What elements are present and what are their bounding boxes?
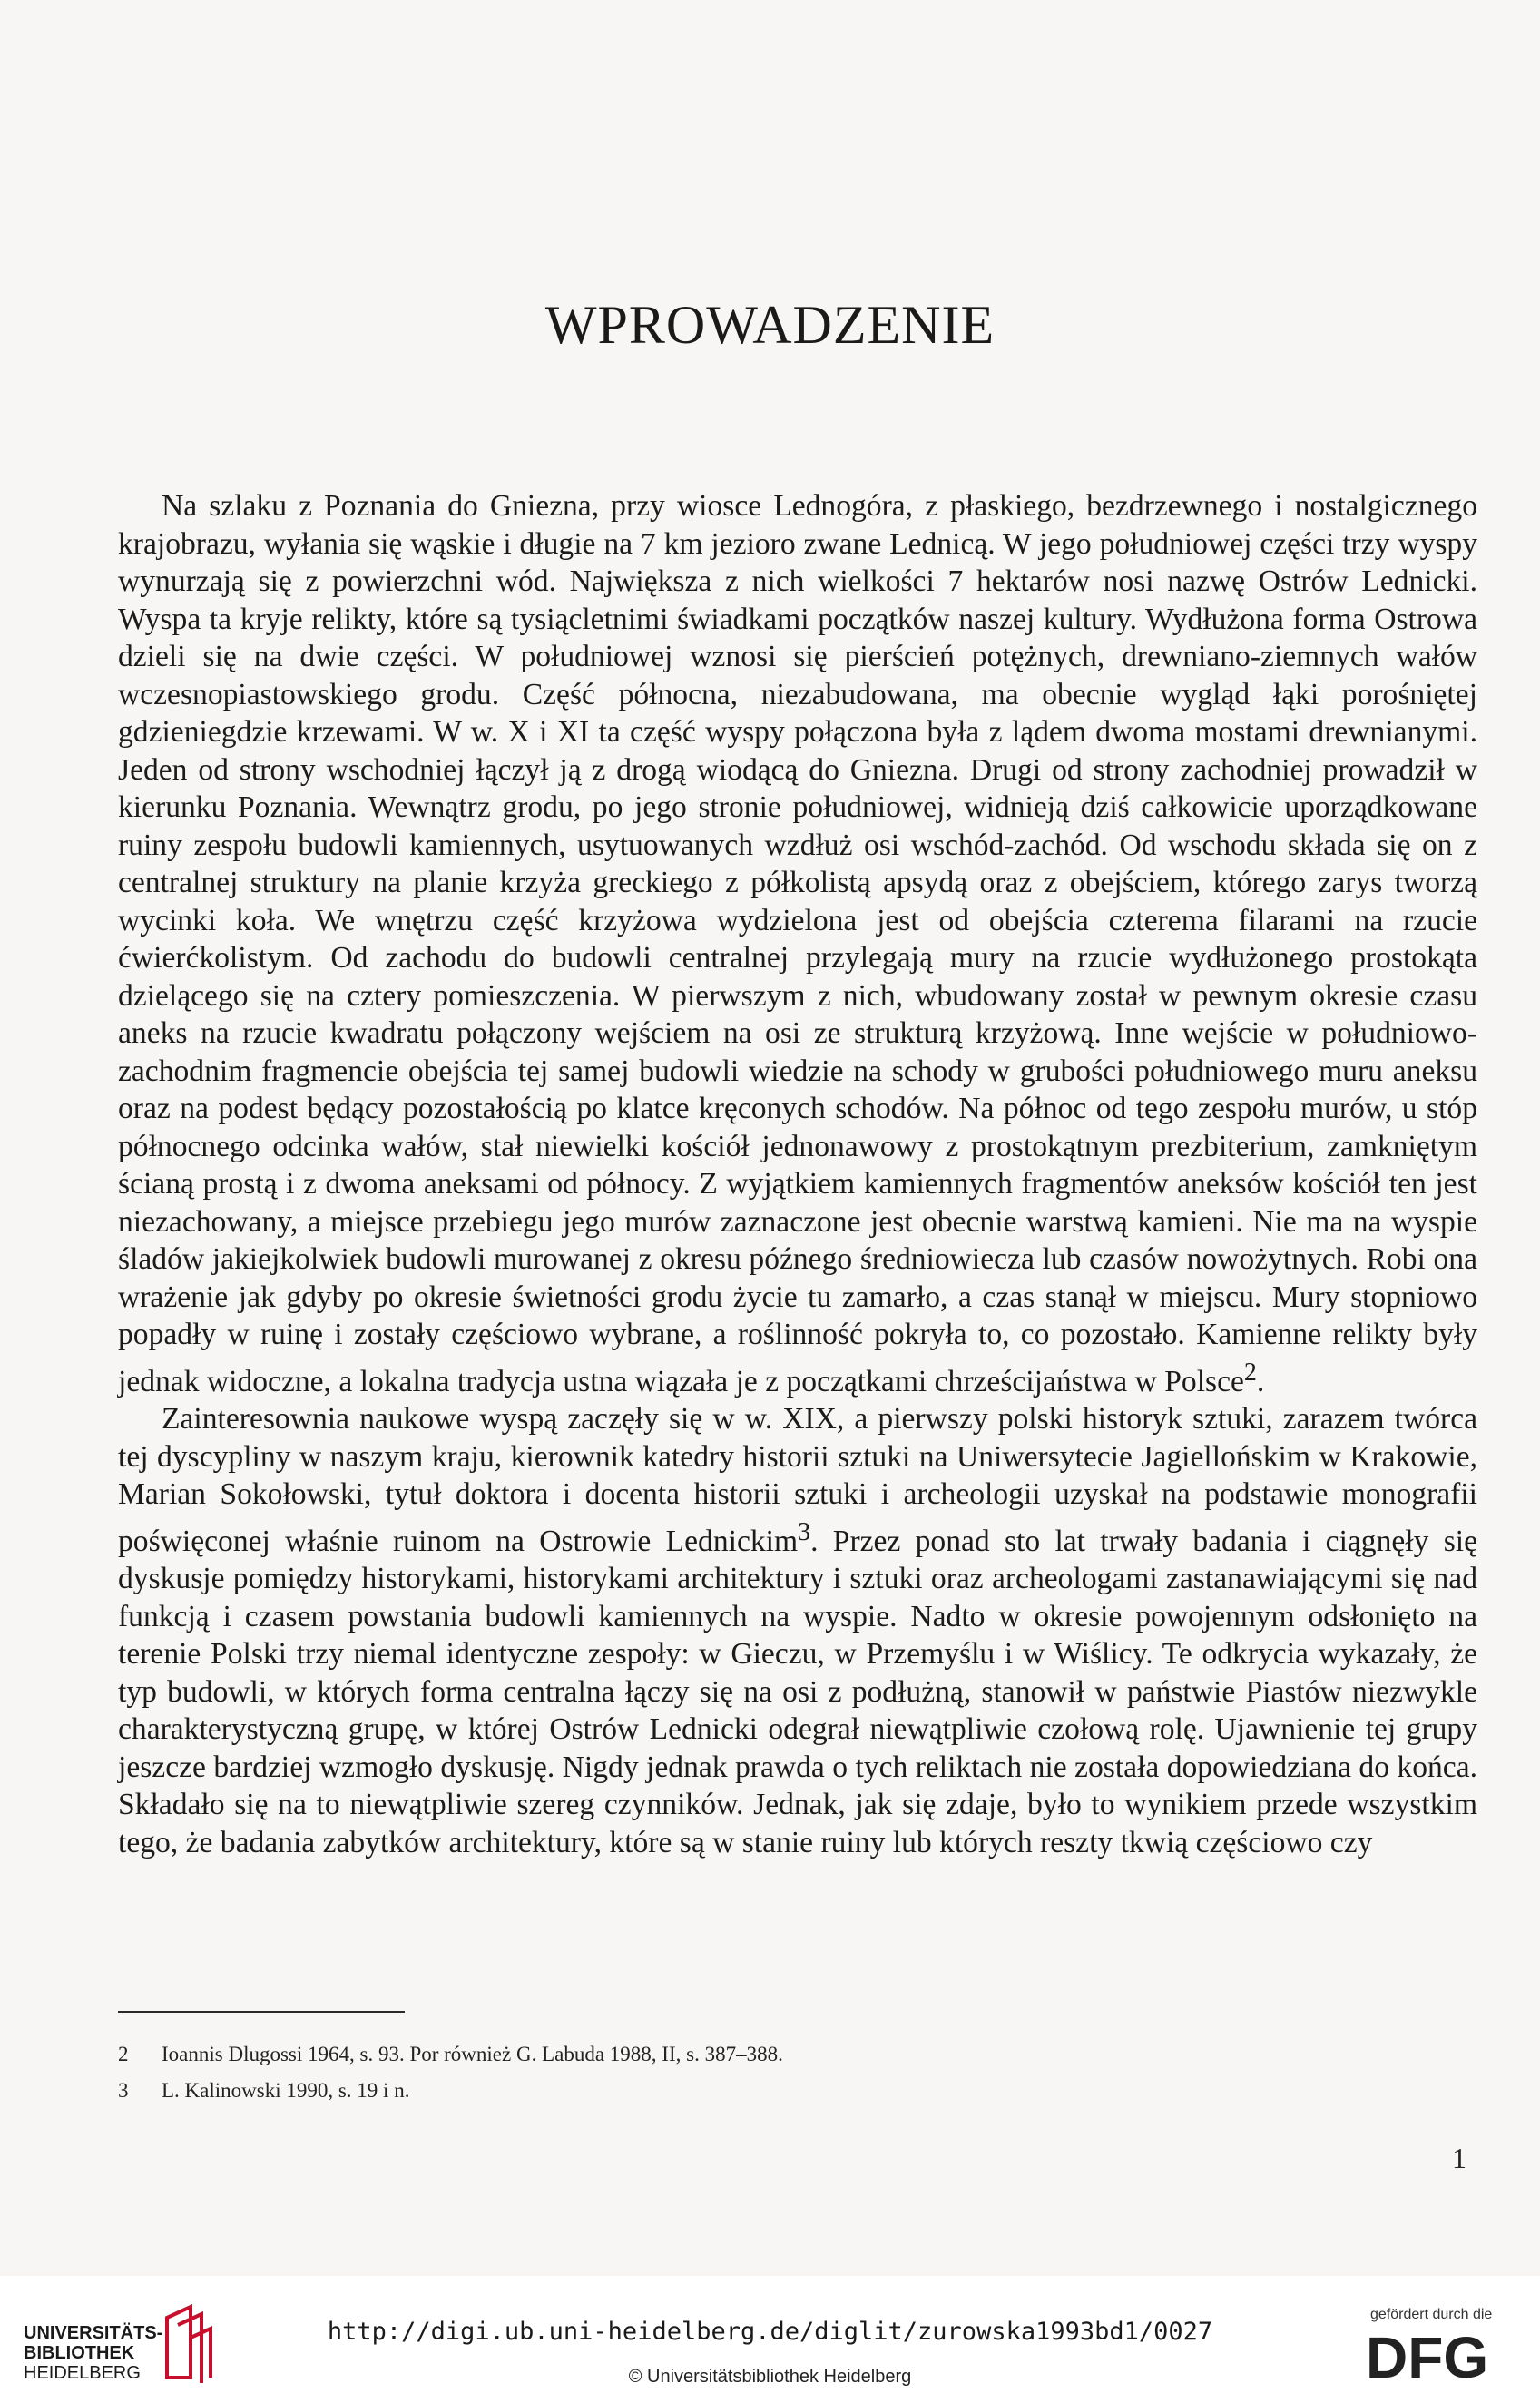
dfg-logo[interactable] [1366,2329,1515,2383]
footnote-text: Ioannis Dlugossi 1964, s. 93. Por również G. Labuda 1988, II, s. 387–388. [162,2043,783,2065]
paragraph-2-continued: Przez ponad sto lat trwały badania i ciągnęły się dyskusje pomiędzy historykami, historykami architektury i sztuki oraz archeologami zastanawiającymi się nad funkcją i czasem powstania budowli kamiennych na wyspie. Nadto w okresie powojennym odsłonięto na terenie Polski trzy niemal identyczne zespoły: w Gieczu, w Przemyślu i w Wiślicy. Te odkrycia wykazały, że typ budowli, w których forma centralna łączy się na osi z podłużną, stanowił w państwie Piastów niezwykle charakterystyczną grupę, w której Ostrów Lednicki odegrał niewątpliwie czołową rolę. Ujawnienie tej grupy jeszcze bardziej wzmogło dyskusję. Nigdy jednak prawda o tych reliktach nie została dopowiedziana do końca. Składało się na to niewątpliwie szereg czynników. Jednak, jak się zdaje, było to wynikiem przede wszystkim tego, że badania zabytków architektury, które są w stanie ruiny lub których reszty tkwią częściowo czy [118,1524,1477,1859]
body-text [118,487,1477,1861]
copyright-notice: © Universitätsbibliothek Heidelberg [628,2367,912,2387]
paragraph-2 [118,1400,1477,1861]
library-name-line3: HEIDELBERG [24,2363,141,2383]
paragraph-1-end: . [1256,1364,1265,1398]
paragraph-1 [118,487,1477,1400]
footnotes [118,2036,1388,2109]
page-number: 1 [1452,2142,1466,2174]
footnote-text: L. Kalinowski 1990, s. 19 i n. [162,2079,410,2102]
chapter-title: WPROWADZENIE [544,295,996,355]
paragraph-1-text: Na szlaku z Poznania do Gniezna, przy wiosce Lednogóra, z płaskiego, bezdrzewnego i nostalgicznego krajobrazu, wyłania się wąskie i długie na 7 km jezioro zwane Lednicą. W jego południowej części trzy wyspy wynurzają się z powierzchni wód. Największa z nich wielkości 7 hektarów nosi nazwę Ostrów Lednicki. Wyspa ta kryje relikty, które są tysiącletnimi świadkami początków naszej kultury. Wydłużona forma Ostrowa dzieli się na dwie części. W południowej wznosi się pierścień potężnych, drewniano-ziemnych wałów wczesnopiastowskiego grodu. Część północna, niezabudowana, ma obecnie wygląd łąki porośniętej gdzieniegdzie krzewami. W w. X i XI ta część wyspy połączona była z lądem dwoma mostami drewnianymi. Jeden od strony wschodniej łączył ją z drogą wiodącą do Gniezna. Drugi od strony zachodniej prowadził w kierunku Poznania. Wewnątrz grodu, po jego stronie południowej, widnieją dziś całkowicie uporządkowane ruiny zespołu budowli kamiennych, usytuowanych wzdłuż osi wschód-zachód. Od wschodu składa się on z centralnej struktury na planie krzyża greckiego z półkolistą apsydą oraz z obejściem, którego zarys tworzą wycinki koła. We wnętrzu część krzyżowa wydzielona jest od obejścia czterema filarami na rzucie ćwierćkolistym. Od zachodu do budowli centralnej przylegają mury na rzucie wydłużonego prostokąta dzielącego się na cztery pomieszczenia. W pierwszym z nich, wbudowany został w pewnym okresie czasu aneks na rzucie kwadratu połączony wejściem na osi ze strukturą krzyżową. Inne wejście w południowo-zachodnim fragmencie obejścia tej samej budowli wiedzie na schody w grubości południowego muru aneksu oraz na podest będący pozostałością po klatce kręconych schodów. Na północ od tego zespołu murów, u stóp północnego odcinka wałów, stał niewielki kościół jednonawowy z prostokątnym prezbiterium, zamkniętym ścianą prostą i z dwoma aneksami od północy. Z wyjątkiem kamiennych fragmentów aneksów kościół ten jest niezachowany, a miejsce przebiegu jego murów zaznaczone jest obecnie warstwą kamieni. Nie ma na wyspie śladów jakiejkolwiek budowli murowanej z okresu późnego średniowiecza lub czasów nowożytnych. Robi ona wrażenie jak gdyby po okresie świetności grodu życie tu zamarło, a czas stanął w miejscu. Mury stopniowo popadły w ruinę i zostały częściowo wybrane, a roślinność pokryła to, co pozostało. Kamienne relikty były jednak widoczne, a lokalna tradycja ustna wiązała je z początkami chrześcijaństwa w Polsce [118,489,1477,1398]
digitization-footer [0,2276,1540,2403]
funding-note: gefördert durch die [1370,2307,1493,2322]
permalink[interactable]: http://digi.ub.uni-heidelberg.de/diglit/zurowska1993bd1/0027 [327,2318,1213,2346]
footnote-2 [118,2036,1388,2073]
footnote-number: 3 [118,2079,129,2102]
dfg-logo-text: DFG [1366,2329,1489,2383]
footnote-ref-3[interactable]: 3 [798,1517,811,1546]
footnote-divider [118,2011,405,2013]
footnote-number: 2 [118,2043,129,2065]
library-name-line1: UNIVERSITÄTS- [24,2323,163,2343]
paragraph-2-end: . [810,1524,819,1558]
footnote-ref-2[interactable]: 2 [1243,1358,1257,1387]
library-name-line2: BIBLIOTHEK [24,2343,135,2363]
footnote-3 [118,2073,1388,2109]
paragraph-2-text: Zainteresownia naukowe wyspą zaczęły się w w. XIX, a pierwszy polski historyk sztuki, zarazem twórca tej dyscypliny w naszym kraju, kierownik katedry historii sztuki na Uniwersytecie Jagiellońskim w Krakowie, Marian Sokołowski, tytuł doktora i docenta historii sztuki i archeologii uzyskał na podstawie monografii poświęconej właśnie ruinom na Ostrowie Lednickim [118,1402,1477,1558]
